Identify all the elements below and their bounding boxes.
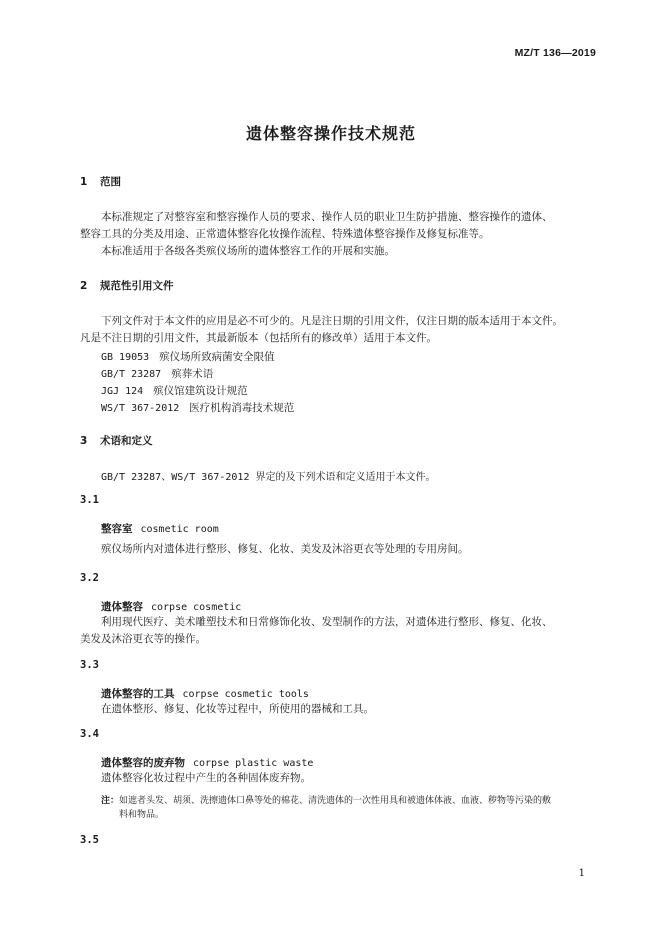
term-chinese: 遗体整容的工具 [101,688,175,700]
reference-item [101,381,248,399]
term-number: 3.4 [80,728,99,740]
term-definition: 殡仪场所内对遗体进行整形、修复、化妆、美发及沐浴更衣等处理的专用房间。 [101,543,469,555]
term-definition: 遗体整容化妆过程中产生的各种固体废弃物。 [101,772,311,784]
term-english: cosmetic room [140,524,219,535]
section-1-paragraph-1-line-2: 整容工具的分类及用途、正常遗体整容化妆操作流程、特殊遗体整容操作及修复标准等。 [80,228,490,240]
reference-code: JGJ 124 [101,386,144,397]
section-1-number: 1 [80,176,88,188]
section-2-paragraph-line-2: 凡是不注日期的引用文件，其最新版本（包括所有的修改单）适用于本文件。 [80,332,437,344]
reference-name: 殡葬术语 [171,368,214,380]
section-3-title: 术语和定义 [100,435,153,447]
term-english: corpse cosmetic tools [182,689,309,700]
reference-item [101,347,275,365]
reference-code: GB/T 23287 [101,369,162,380]
reference-name: 医疗机构消毒技术规范 [189,402,295,414]
section-2-title: 规范性引用文件 [100,280,174,292]
term-chinese: 整容室 [101,523,133,535]
section-3-number: 3 [80,435,88,447]
reference-item [101,364,213,382]
term-heading [101,597,241,615]
standard-code: MZ/T 136—2019 [514,47,596,59]
term-heading [101,684,309,702]
term-number: 3.3 [80,659,99,671]
reference-name: 殡仪馆建筑设计规范 [153,385,248,397]
term-number: 3.5 [80,834,99,846]
term-chinese: 遗体整容的废弃物 [101,757,185,769]
reference-name: 殡仪场所致病菌安全限值 [159,351,275,363]
section-3-heading [80,433,153,448]
note-line-1 [101,790,551,808]
section-1-paragraph-1-line-1: 本标准规定了对整容室和整容操作人员的要求、操作人员的职业卫生防护措施、整容操作的遗体、 [101,211,553,223]
section-2-number: 2 [80,280,88,292]
section-2-heading [80,278,174,293]
section-3-intro: GB/T 23287、WS/T 367-2012 界定的及下列术语和定义适用于本文件。 [101,472,436,483]
term-heading [101,519,219,537]
reference-item [101,398,294,416]
term-english: corpse cosmetic [151,602,242,613]
term-heading [101,753,313,771]
note-label: 注： [101,796,120,806]
note-text: 如遮者头发、胡须、洗擦遗体口鼻等处的棉花、清洗遗体的一次性用具和被遗体体液、血液、秽物等污染的敷 [119,796,552,806]
section-1-paragraph-2: 本标准适用于各级各类殡仪场所的遗体整容工作的开展和实施。 [101,245,395,257]
term-definition-line-1: 利用现代医疗、美术雕塑技术和日常修饰化妆、发型制作的方法，对遗体进行整形、修复、化妆、 [101,616,553,628]
term-number: 3.1 [80,494,99,506]
note-line-2: 料和物品。 [119,810,165,820]
term-english: corpse plastic waste [193,758,314,769]
section-2-paragraph-line-1: 下列文件对于本文件的应用是必不可少的。凡是注日期的引用文件，仅注日期的版本适用于本文件。 [101,315,563,327]
reference-code: WS/T 367-2012 [101,403,180,414]
document-title: 遗体整容操作技术规范 [245,124,416,143]
term-number: 3.2 [80,572,99,584]
term-definition: 在遗体整形、修复、化妆等过程中，所使用的器械和工具。 [101,703,374,715]
section-1-heading [80,174,121,189]
page-number: 1 [578,868,585,879]
section-1-title: 范围 [100,176,121,188]
reference-code: GB 19053 [101,352,150,363]
term-chinese: 遗体整容 [101,601,143,613]
term-definition-line-2: 美发及沐浴更衣等的操作。 [80,633,206,645]
